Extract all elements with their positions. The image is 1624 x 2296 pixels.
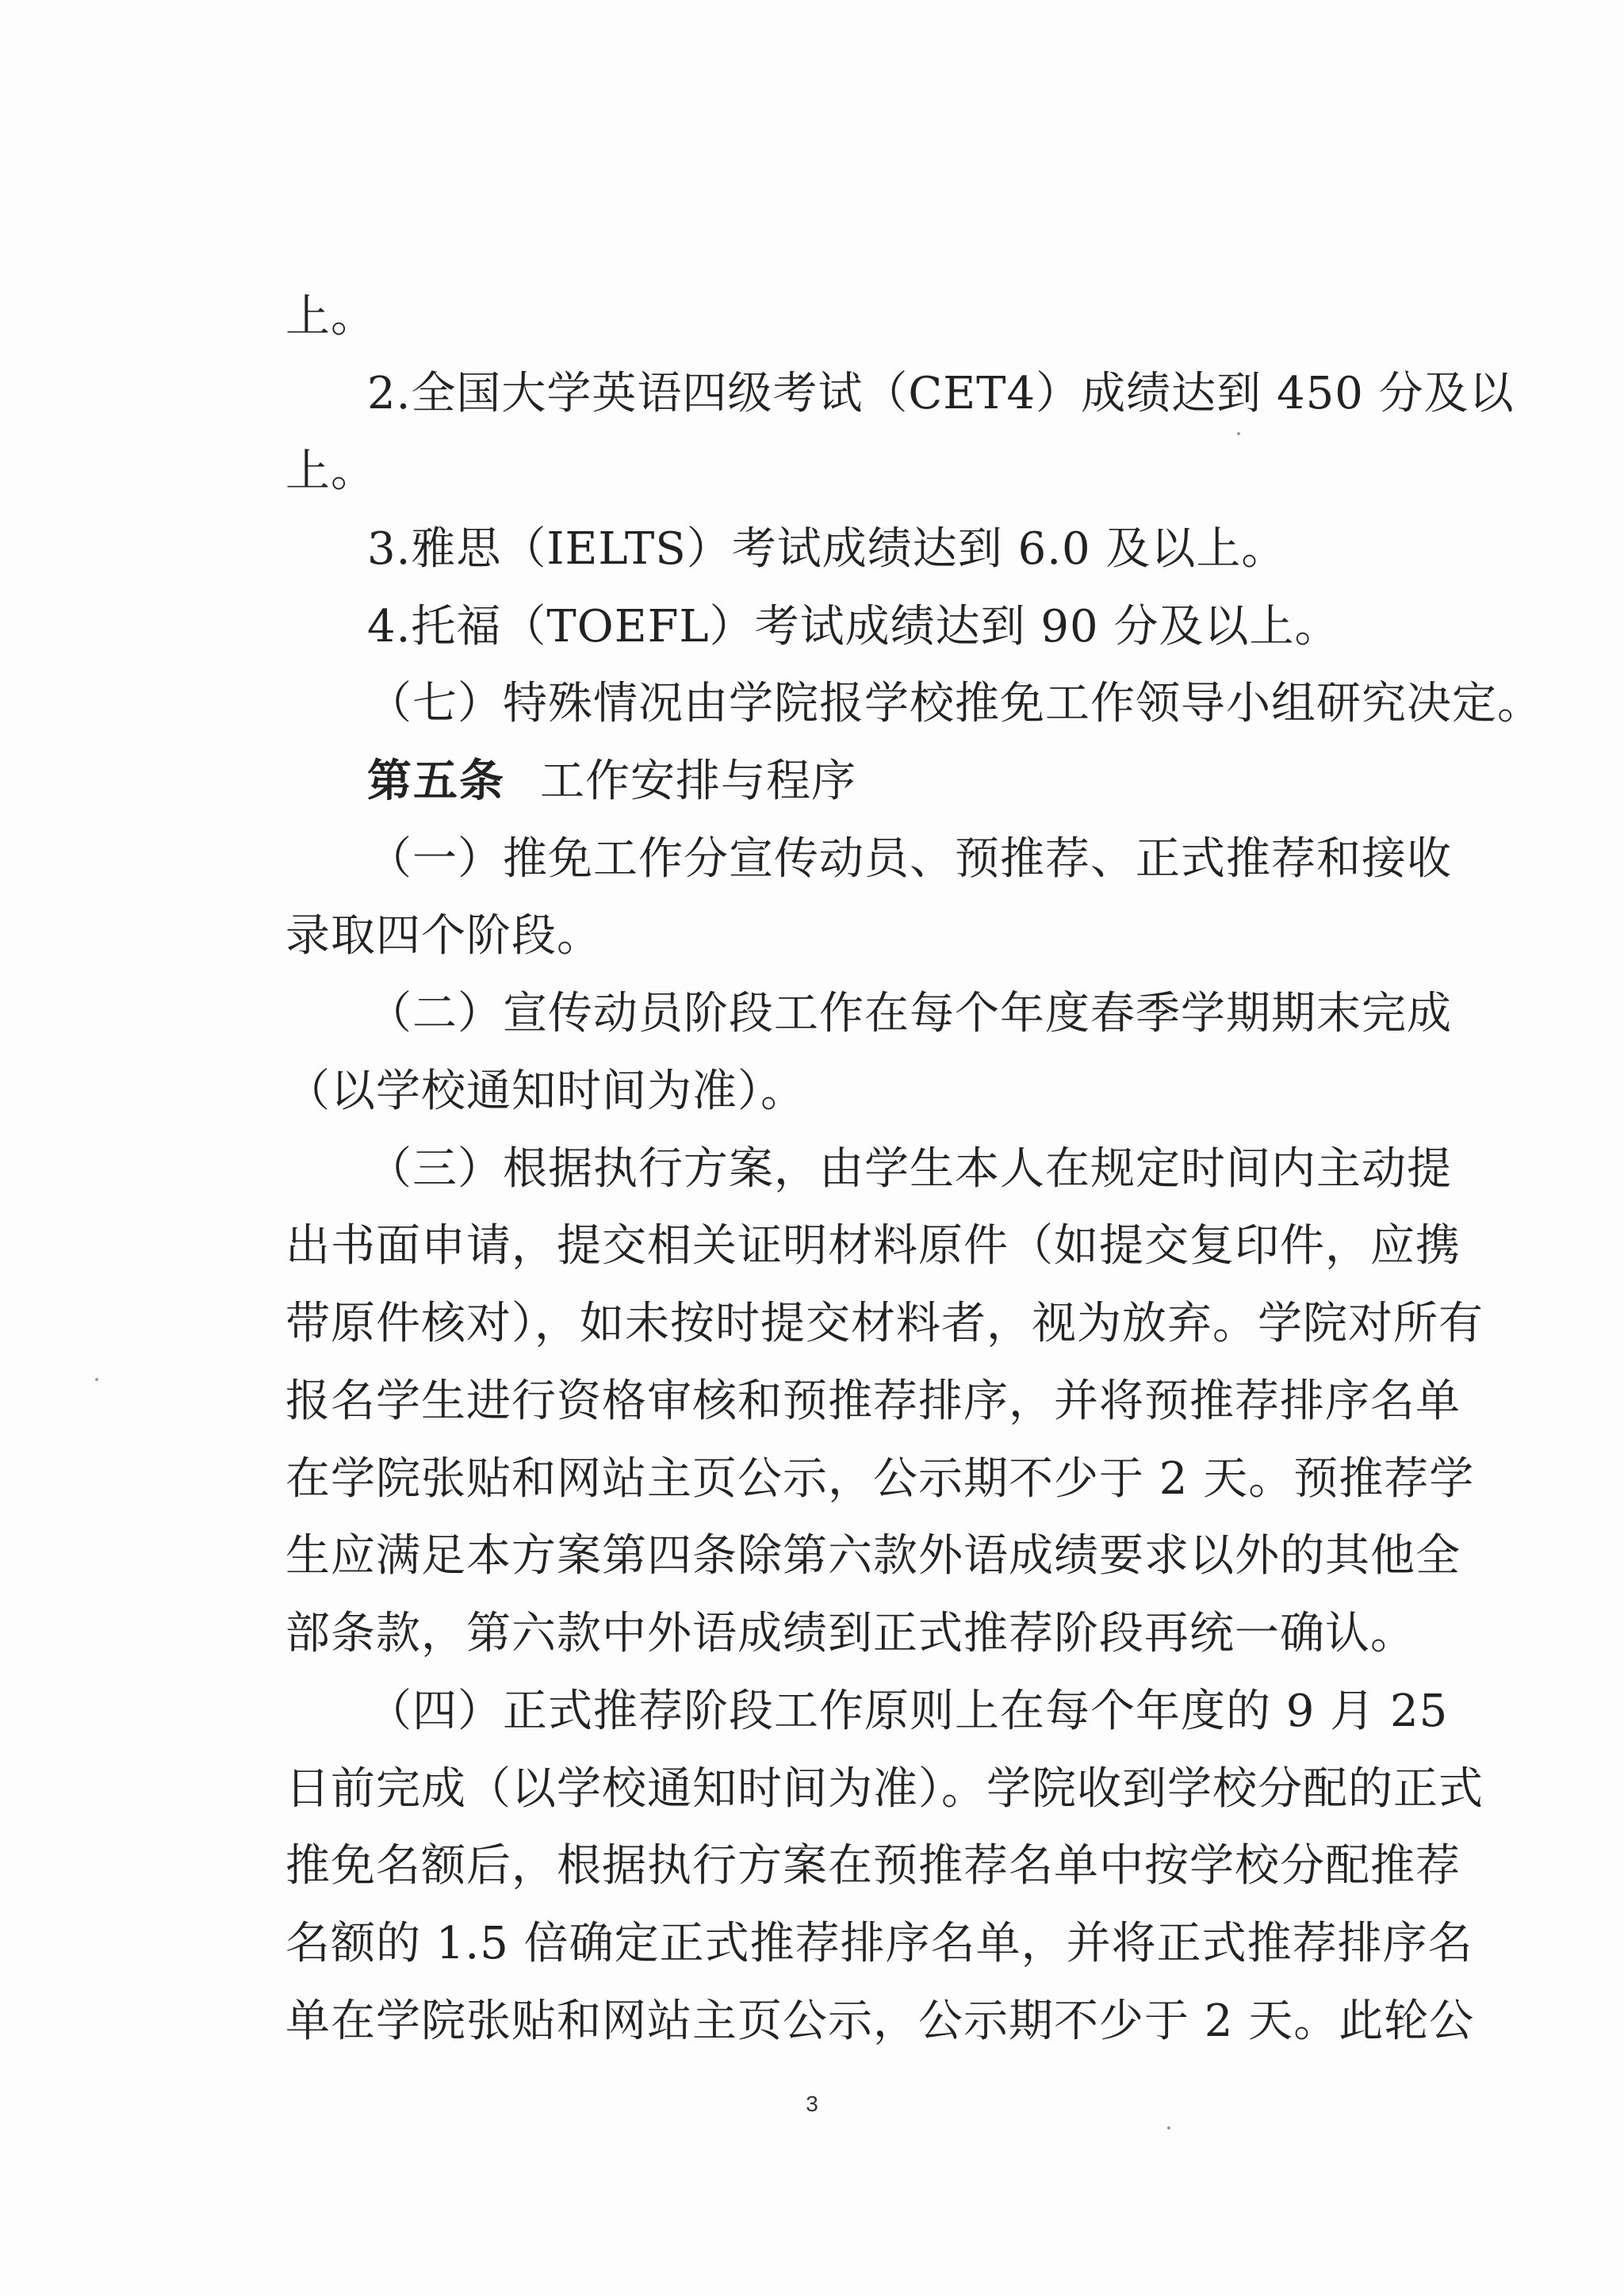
scan-speck — [1167, 2126, 1170, 2130]
text-line: 推免名额后，根据执行方案在预推荐名单中按学校分配推荐 — [285, 1840, 1461, 1892]
text-line: 报名学生进行资格审核和预推荐排序，并将预推荐排序名单 — [285, 1376, 1461, 1427]
text-line: 上。 — [285, 446, 376, 497]
text-line: 3.雅思（IELTS）考试成绩达到 6.0 及以上。 — [367, 523, 1287, 575]
text-line: （四）正式推荐阶段工作原则上在每个年度的 9 月 25 — [367, 1686, 1449, 1737]
text-line: （二）宣传动员阶段工作在每个年度春季学期期末完成 — [367, 988, 1452, 1039]
text-line: 录取四个阶段。 — [285, 910, 602, 962]
text-line: 名额的 1.5 倍确定正式推荐排序名单，并将正式推荐排序名 — [285, 1918, 1473, 1969]
text-line: 部条款，第六款中外语成绩到正式推荐阶段再统一确认。 — [285, 1608, 1415, 1659]
text-line: 生应满足本方案第四条除第六款外语成绩要求以外的其他全 — [285, 1530, 1461, 1582]
text-line: 在学院张贴和网站主页公示，公示期不少于 2 天。预推荐学 — [285, 1453, 1475, 1505]
text-line: 带原件核对），如未按时提交材料者，视为放弃。学院对所有 — [285, 1298, 1484, 1349]
article-title: 工作安排与程序 — [540, 756, 856, 807]
text-line: 2.全国大学英语四级考试（CET4）成绩达到 450 分及以 — [367, 368, 1515, 419]
text-line: 出书面申请，提交相关证明材料原件（如提交复印件，应携 — [285, 1220, 1461, 1272]
text-line: （一）推免工作分宣传动员、预推荐、正式推荐和接收 — [367, 833, 1452, 885]
scan-speck — [95, 1378, 98, 1381]
text-line: 日前完成（以学校通知时间为准）。学院收到学校分配的正式 — [285, 1763, 1484, 1815]
text-line: 上。 — [285, 291, 376, 342]
text-line: （七）特殊情况由学院报学校推免工作领导小组研究决定。 — [367, 678, 1542, 729]
text-line: 单在学院张贴和网站主页公示，公示期不少于 2 天。此轮公 — [285, 1996, 1475, 2047]
scan-speck — [1237, 432, 1240, 435]
text-line: （以学校通知时间为准）。 — [285, 1066, 806, 1117]
text-line: （三）根据执行方案，由学生本人在规定时间内主动提 — [367, 1143, 1452, 1195]
article-number: 第五条 — [367, 756, 505, 807]
article-heading — [367, 754, 1422, 809]
text-line: 4.托福（TOEFL）考试成绩达到 90 分及以上。 — [367, 601, 1340, 652]
page-number: 3 — [806, 2091, 818, 2116]
